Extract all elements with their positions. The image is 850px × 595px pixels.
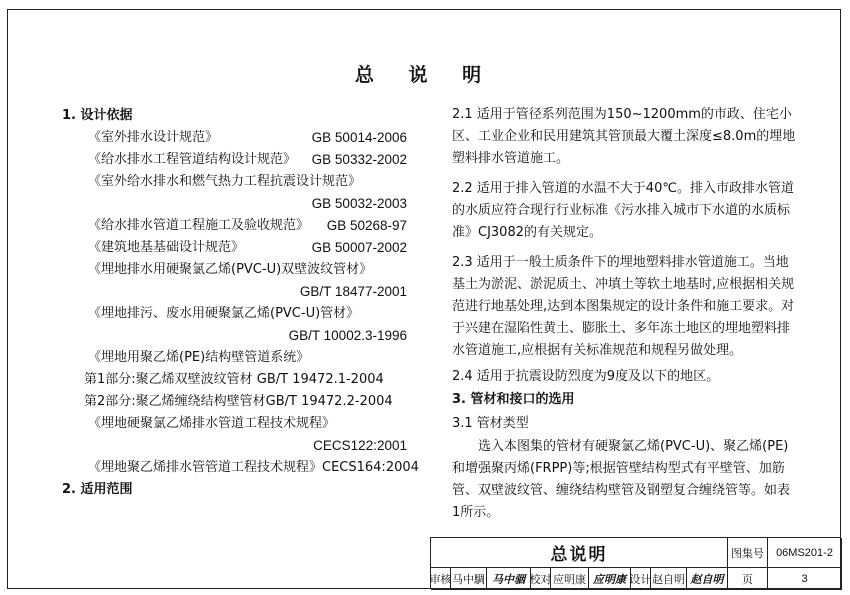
reference-name: 《建筑地基基础设计规范》 xyxy=(88,240,245,255)
reference-item xyxy=(62,260,407,282)
reviewer-signature: 马中骃 xyxy=(487,568,531,590)
title-block xyxy=(430,537,841,589)
reference-item xyxy=(62,348,407,370)
reference-part-1: 第1部分:聚乙烯双壁波纹管材 GB/T 19472.1-2004 xyxy=(84,372,384,387)
left-column xyxy=(62,106,419,502)
page-number: 3 xyxy=(768,568,842,590)
paragraph-2-2: 2.2 适用于排入管道的水温不大于40℃。排入市政排水管道的水质应符合现行行业标准《污水排入城市下水道的水质标准》CJ3082的有关规定。 xyxy=(452,181,794,240)
reference-item xyxy=(62,172,407,194)
reference-code: GB 50268-97 xyxy=(326,218,407,233)
section-heading-design-basis: 1. 设计依据 xyxy=(62,108,133,123)
reference-name: 《埋地排水用硬聚氯乙烯(PVC-U)双壁波纹管材》 xyxy=(88,262,373,277)
reference-item xyxy=(62,150,407,172)
subsection-heading-3-1: 3.1 管材类型 xyxy=(452,416,529,431)
reference-code: GB 50032-2003 xyxy=(311,196,407,211)
reference-item xyxy=(62,304,407,326)
reference-name: 《室外排水设计规范》 xyxy=(88,130,219,145)
reference-code: GB/T 10002.3-1996 xyxy=(288,328,407,343)
reviewer-name: 马中騆 xyxy=(451,568,487,590)
reference-code: GB/T 18477-2001 xyxy=(299,284,407,299)
reference-item xyxy=(62,414,407,436)
paragraph-2-3: 2.3 适用于一般土质条件下的埋地塑料排水管道施工。当地基土为淤泥、淤泥质土、冲填土等软土地基时,应根据相关规范进行地基处理,达到本图集规定的设计条件和施工要求。对于兴建在湿陷性黄土、膨胀土、多年冻土地区的埋地塑料排水管道施工,应根据有关标准规范和规程另做处理。 xyxy=(452,255,795,358)
paragraph-3-1: 选入本图集的管材有硬聚氯乙烯(PVC-U)、聚乙烯(PE)和增强聚丙烯(FRPP)等;根据管壁结构型式有平壁管、加筋管、双壁波纹管、缠绕结构壁管及钢塑复合缠绕管等。如表1所示。 xyxy=(452,439,791,520)
reference-name: 《室外给水排水和燃气热力工程抗震设计规范》 xyxy=(88,174,362,189)
reference-item xyxy=(62,238,407,260)
checker-name: 应明康 xyxy=(551,568,589,590)
reference-name: 《给水排水工程管道结构设计规范》 xyxy=(88,152,297,167)
reference-code: GB 50014-2006 xyxy=(311,130,407,145)
atlas-number: 06MS201-2 xyxy=(768,538,842,568)
design-label: 设计 xyxy=(631,568,651,590)
reference-name: 《埋地硬聚氯乙烯排水管道工程技术规程》 xyxy=(88,416,336,431)
designer-signature: 赵自明 xyxy=(687,568,728,590)
designer-name: 赵自明 xyxy=(651,568,687,590)
page-label: 页 xyxy=(728,568,768,590)
atlas-label: 图集号 xyxy=(728,538,768,568)
reference-item xyxy=(62,128,407,150)
review-label: 审核 xyxy=(431,568,451,590)
check-label: 校对 xyxy=(531,568,551,590)
reference-name: 《埋地用聚乙烯(PE)结构壁管道系统》 xyxy=(88,350,310,365)
reference-code: GB 50007-2002 xyxy=(311,240,407,255)
paragraph-2-1: 2.1 适用于管径系列范围为150~1200mm的市政、住宅小区、工业企业和民用建筑其管顶最大覆土深度≤8.0m的埋地塑料排水管道施工。 xyxy=(452,107,796,166)
checker-signature: 应明康 xyxy=(589,568,631,590)
reference-part-2: 第2部分:聚乙烯缠绕结构壁管材GB/T 19472.2-2004 xyxy=(84,394,393,409)
section-heading-scope: 2. 适用范围 xyxy=(62,482,133,497)
reference-code: CECS122:2001 xyxy=(313,438,407,453)
right-column xyxy=(452,104,797,524)
drawing-title: 总说明 xyxy=(431,538,728,568)
reference-name: 《给水排水管道工程施工及验收规范》 xyxy=(88,218,310,233)
section-heading-pipe-selection: 3. 管材和接口的选用 xyxy=(452,392,575,407)
reference-code: GB 50332-2002 xyxy=(311,152,407,167)
reference-item: 《埋地聚乙烯排水管管道工程技术规程》CECS164:2004 xyxy=(88,460,419,475)
page-title: 总 说 明 xyxy=(354,64,496,86)
paragraph-2-4: 2.4 适用于抗震设防烈度为9度及以下的地区。 xyxy=(452,369,720,384)
reference-item xyxy=(62,216,407,238)
reference-name: 《埋地排污、废水用硬聚氯乙烯(PVC-U)管材》 xyxy=(88,306,360,321)
